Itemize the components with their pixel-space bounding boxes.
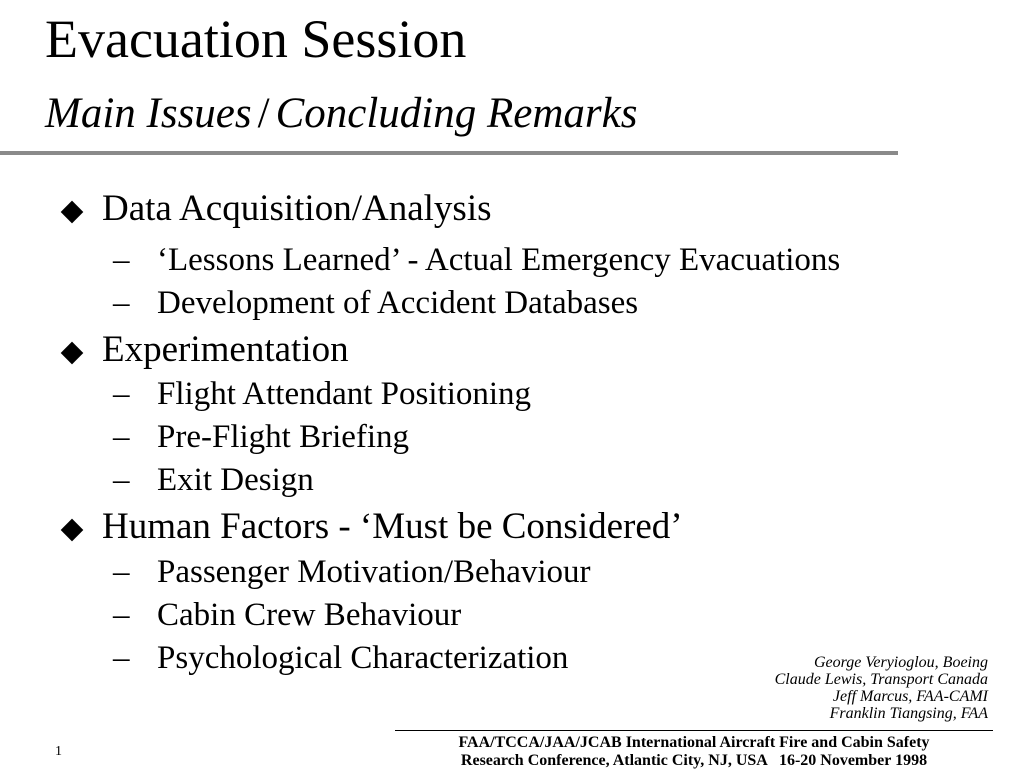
page-number: 1 xyxy=(55,744,62,759)
footer-line-1: FAA/TCCA/JAA/JCAB International Aircraft Fire and Cabin Safety xyxy=(458,734,930,751)
sub-bullet xyxy=(113,556,591,589)
author-line: George Veryioglou, Boeing xyxy=(813,654,988,671)
dash-icon: – xyxy=(113,462,130,498)
sub-bullet-text: Exit Design xyxy=(157,462,314,498)
author-credits xyxy=(775,654,988,722)
author-line: Claude Lewis, Transport Canada xyxy=(774,671,988,688)
dash-icon: – xyxy=(113,597,130,633)
sub-bullet-text: Cabin Crew Behaviour xyxy=(157,597,462,633)
sub-bullet-text: Pre-Flight Briefing xyxy=(157,419,410,455)
sub-bullet xyxy=(113,464,314,497)
diamond-bullet-icon xyxy=(61,519,84,542)
sub-bullet xyxy=(113,287,638,320)
conference-footer xyxy=(395,734,993,770)
section-label: Data Acquisition/Analysis xyxy=(102,188,492,229)
sub-bullet xyxy=(113,642,568,675)
bullet-section xyxy=(64,190,492,227)
sub-bullet xyxy=(113,421,409,454)
sub-bullet-text: Development of Accident Databases xyxy=(157,285,639,321)
sub-bullet-text: Psychological Characterization xyxy=(157,640,569,676)
author-line: Jeff Marcus, FAA-CAMI xyxy=(832,688,988,705)
dash-icon: – xyxy=(113,376,130,412)
slide-title: Evacuation Session xyxy=(45,9,467,69)
footer-divider xyxy=(395,730,993,731)
sub-bullet-text: Flight Attendant Positioning xyxy=(157,376,532,412)
sub-bullet xyxy=(113,244,840,277)
title-divider xyxy=(0,151,898,155)
section-label: Experimentation xyxy=(102,329,349,370)
diamond-bullet-icon xyxy=(61,201,84,224)
dash-icon: – xyxy=(113,640,130,676)
dash-icon: – xyxy=(113,242,130,278)
sub-bullet-text: Passenger Motivation/Behaviour xyxy=(157,554,591,590)
subtitle-separator: / xyxy=(257,90,270,137)
bullet-section xyxy=(64,508,683,545)
sub-bullet xyxy=(113,599,461,632)
dash-icon: – xyxy=(113,554,130,590)
slide-subtitle xyxy=(45,90,637,137)
sub-bullet-text: ‘Lessons Learned’ - Actual Emergency Evacuations xyxy=(157,242,841,278)
section-label: Human Factors - ‘Must be Considered’ xyxy=(102,506,683,547)
bullet-section xyxy=(64,331,349,368)
sub-bullet xyxy=(113,378,531,411)
subtitle-concluding-remarks: Concluding Remarks xyxy=(275,90,638,137)
footer-line-2: Research Conference, Atlantic City, NJ, USA 16-20 November 1998 xyxy=(460,752,928,769)
dash-icon: – xyxy=(113,285,130,321)
subtitle-main-issues: Main Issues xyxy=(45,90,252,137)
diamond-bullet-icon xyxy=(61,342,84,365)
dash-icon: – xyxy=(113,419,130,455)
author-line: Franklin Tiangsing, FAA xyxy=(829,705,988,722)
